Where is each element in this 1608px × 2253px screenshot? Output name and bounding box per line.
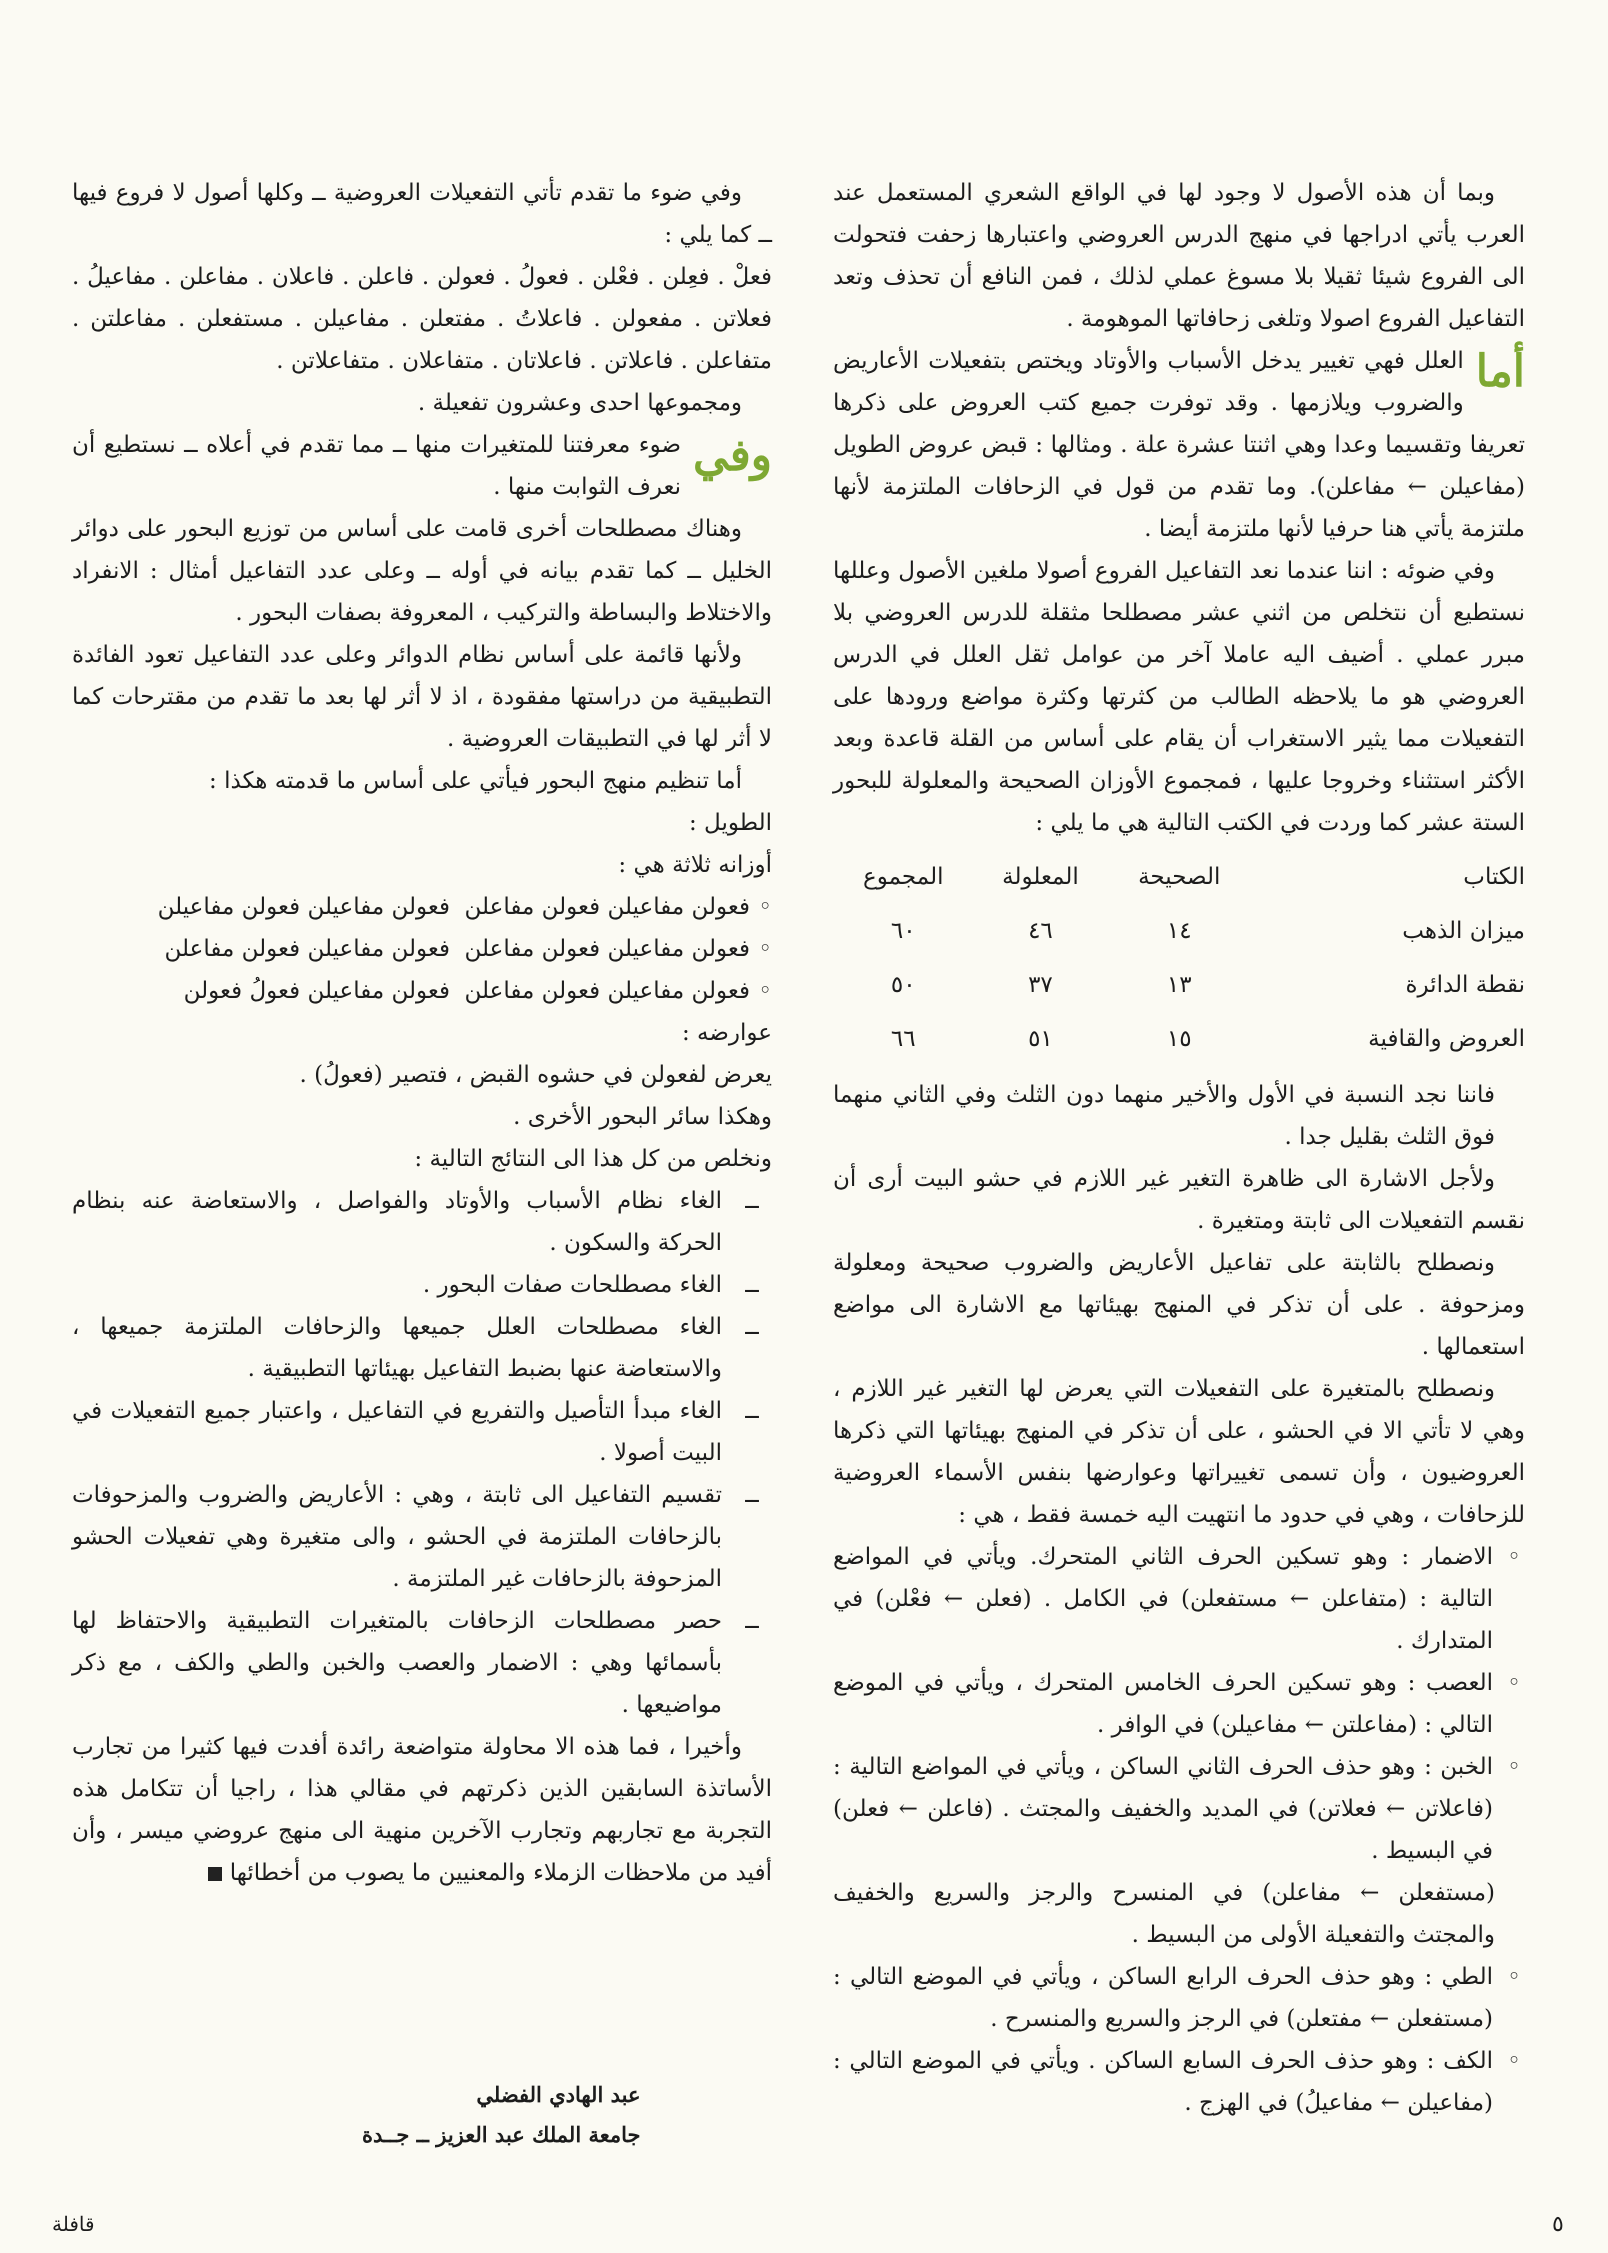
paragraph-with-initial (833, 340, 1525, 550)
paragraph-with-initial (72, 424, 772, 508)
list-item-text: الكف : وهو حذف الحرف السابع الساكن . ويأتي في الموضع التالي : (مفاعيلن ← مفاعيلُ) في الهزج . (833, 2048, 1493, 2116)
list-item (833, 1746, 1525, 1872)
table-header-row (833, 850, 1525, 904)
bullet-icon: ◦ (758, 936, 772, 962)
signature (362, 2075, 641, 2155)
table-row (833, 958, 1525, 1012)
paragraph: ولأنها قائمة على أساس نظام الدوائر وعلى عدد التفاعيل تعود الفائدة التطبيقية من دراستها مفقودة ، اذ لا أثر لها بعد ما تقدم من مقترحات كما لا أثر لها في التطبيقات العروضية . (72, 642, 772, 752)
author-affiliation: جامعة الملك عبد العزيز ــ جــدة (362, 2122, 641, 2147)
bullet-icon: ◦ (758, 978, 772, 1004)
bullet-icon: ◦ (1507, 2048, 1521, 2074)
hemistich-second: فعولن مفاعيلن فعولن مفاعلن (164, 936, 450, 962)
meter-forms-label: أوزانه ثلاثة هي : (618, 852, 772, 878)
table-row (833, 904, 1525, 958)
list-item (833, 1956, 1525, 2040)
paragraph: ولأجل الاشارة الى ظاهرة التغير غير اللازم في حشو البيت أرى أن نقسم التفعيلات الى ثابتة ومتغيرة . (833, 1166, 1525, 1234)
paragraph: ونصطلح بالثابتة على تفاعيل الأعاريض والضروب صحيحة ومعلولة ومزحوفة . على أن تذكر في المنهج بهيئاتها مع الاشارة الى مواضع استعمالها . (833, 1250, 1525, 1360)
list-item-text: الخبن : وهو حذف الحرف الثاني الساكن ، ويأتي في المواضع التالية : (فاعلاتن ← فعلاتن) في المديد والخفيف والمجتث . (فاعلن ← فعلن) في البسيط . (833, 1754, 1493, 1864)
list-item-text: حصر مصطلحات الزحافات بالمتغيرات التطبيقية والاحتفاظ لها بأسمائها وهي : الاضمار والعصب والخبن والطي والكف ، مع ذكر مواضيعها . (72, 1608, 722, 1718)
bullet-icon: ◦ (1507, 1670, 1521, 1696)
table-cell: ميزان الذهب (1402, 918, 1525, 944)
dash-icon: ــ (745, 1482, 759, 1508)
table-cell: نقطة الدائرة (1405, 972, 1525, 998)
paragraph: وفي ضوئه : اننا عندما نعد التفاعيل الفروع أصولا ملغين الأصول وعللها نستطيع أن نتخلص من اثني عشر مصطلحا مثقلة للدرس العروضي بلا مبرر عملي . أضيف اليه عاملا آخر من عوامل ثقل العلل في الدرس العروضي هو ما يلاحظه الطالب من كثرتها وكثرة مواضع ورودها على التفعيلات مما يثير الاستغراب أن يقام على أساس من القلة قاعدة وبعد الأكثر استثناء وخروجا عليها ، فمجموع الأوزان الصحيحة والمعلولة للبحور الستة عشر كما وردت في الكتب التالية هي ما يلي : (833, 558, 1525, 836)
list-item (72, 1474, 772, 1600)
paragraph: فاننا نجد النسبة في الأول والأخير منهما دون الثلث وفي الثاني منهما فوق الثلث بقليل جدا . (833, 1082, 1495, 1150)
table-cell: ٤٦ (1028, 918, 1053, 944)
page-number: ٥ (1552, 2212, 1564, 2237)
table-row (833, 1012, 1525, 1066)
paragraph: أما تنظيم منهج البحور فيأتي على أساس ما قدمته هكذا : (209, 768, 742, 794)
paragraph: ومجموعها احدى وعشرون تفعيلة . (417, 390, 742, 416)
column-header: المعلولة (1002, 864, 1079, 890)
dash-icon: ــ (745, 1398, 759, 1424)
table-cell: ٣٧ (1028, 972, 1053, 998)
awarid-title: عوارضه : (681, 1020, 772, 1046)
dash-icon: ــ (745, 1272, 759, 1298)
dash-icon: ــ (745, 1608, 759, 1634)
table-cell: ٥٠ (890, 972, 916, 998)
verse-line (72, 970, 772, 1012)
bullet-icon: ◦ (1507, 1964, 1521, 1990)
hemistich-first: فعولن مفاعيلن فعولن مفاعلن (464, 936, 750, 962)
list-item (72, 1390, 772, 1474)
list-item (72, 1600, 772, 1726)
table-cell: ٦٠ (890, 918, 916, 944)
tafeelat-list: فعلْ . فعِلن . فعْلن . فعولُ . فعولن . فاعلن . فاعلان . مفاعلن . مفاعيلُ . فعلاتن . مفعولن . فاعلاتُ . مفتعلن . مفاعيلن . مستفعلن . مفاعلتن . متفاعلن . فاعلاتن . فاعلاتان . متفاعلان . متفاعلاتن . (72, 264, 772, 374)
table-cell: ١٥ (1166, 1026, 1192, 1052)
table-cell: ٥١ (1028, 1026, 1053, 1052)
verse-line (72, 886, 772, 928)
magazine-name: قافلة (52, 2212, 95, 2236)
hemistich-first: فعولن مفاعيلن فعولن مفاعلن (464, 978, 750, 1004)
dash-icon: ــ (745, 1314, 759, 1340)
list-item-text: الاضمار : وهو تسكين الحرف الثاني المتحرك. ويأتي في المواضع التالية : (متفاعلن ← مستفعلن) في الكامل . (فعلن ← فعْلن) في المتدارك . (833, 1544, 1493, 1654)
list-item (833, 1536, 1525, 1662)
paragraph: وبما أن هذه الأصول لا وجود لها في الواقع الشعري المستعمل عند العرب يأتي ادراجها في منهج الدرس العروضي واعتبارها زحفت فتحولت الى الفروع شيئا ثقيلا بلا مسوغ عملي لذلك ، فمن النافع أن تحذف وتعد التفاعيل الفروع اصولا وتلغى زحافاتها الموهومة . (833, 180, 1525, 332)
paragraph: يعرض لفعولن في حشوه القبض ، فتصير (فعولُ) . (299, 1062, 772, 1088)
meter-name: الطويل : (688, 810, 772, 836)
table-cell: ١٣ (1166, 972, 1192, 998)
table-cell: ١٤ (1166, 918, 1192, 944)
list-item-continuation: (مستفعلن ← مفاعلن) في المنسرح والرجز والسريع والخفيف والمجتث والتفعيلة الأولى من البسيط . (833, 1880, 1495, 1948)
right-column (833, 172, 1525, 2124)
list-item (833, 2040, 1525, 2124)
paragraph: ونصطلح بالمتغيرة على التفعيلات التي يعرض لها التغير غير اللازم ، وهي لا تأتي الا في الحشو ، على أن تذكر في المنهج بهيئاتها التي ذكرها العروضيون ، وأن تسمى تغييراتها وعوارضها بنفس الأسماء العروضية للزحافات ، وهي في حدود ما انتهيت اليه خمسة فقط ، هي : (833, 1376, 1525, 1528)
table-cell: العروض والقافية (1368, 1026, 1525, 1052)
paragraph-text: العلل فهي تغيير يدخل الأسباب والأوتاد ويختص بتفعيلات الأعاريض والضروب ويلازمها . وقد توفرت جميع كتب العروض على ذكرها تعريفا وتقسيما وعدا وهي اثنتا عشرة علة . ومثالها : قبض عروض الطويل (مفاعيلن ← مفاعلن). وما تقدم من قول في الزحافات الملتزمة لأنها ملتزمة يأتي هنا حرفيا لأنها ملتزمة أيضا . (833, 348, 1525, 542)
bullet-icon: ◦ (1507, 1754, 1521, 1780)
books-table (833, 850, 1525, 1066)
hemistich-second: فعولن مفاعيلن فعولن مفاعيلن (157, 894, 450, 920)
closing-paragraph (72, 1726, 772, 1894)
bullet-icon: ◦ (758, 894, 772, 920)
list-item (72, 1264, 772, 1306)
hemistich-second: فعولن مفاعيلن فعولُ فعولن (183, 978, 450, 1004)
list-item-text: تقسيم التفاعيل الى ثابتة ، وهي : الأعاريض والضروب والمزحوفات بالزحافات الملتزمة في الحشو ، والى متغيرة وهي تفعيلات الحشو المزحوفة بالزحافات غير الملتزمة . (72, 1482, 722, 1592)
list-item-text: الغاء مصطلحات العلل جميعها والزحافات الملتزمة جميعها ، والاستعاضة عنها بضبط التفاعيل بهيئاتها التطبيقية . (72, 1314, 722, 1382)
left-column (72, 172, 772, 1894)
dash-icon: ــ (745, 1188, 759, 1214)
list-item (72, 1180, 772, 1264)
verse-line (72, 928, 772, 970)
list-item-text: الغاء نظام الأسباب والأوتاد والفواصل ، والاستعاضة عنه بنظام الحركة والسكون . (72, 1188, 722, 1256)
paragraph: وهناك مصطلحات أخرى قامت على أساس من توزيع البحور على دوائر الخليل ــ كما تقدم بيانه في أوله ــ وعلى عدد التفاعيل أمثال : الانفراد والاختلاط والبساطة والتركيب ، المعروفة بصفات البحور . (72, 516, 772, 626)
list-item-text: العصب : وهو تسكين الحرف الخامس المتحرك ، ويأتي في الموضع التالي : (مفاعلتن ← مفاعيلن) في الوافر . (833, 1670, 1493, 1738)
author-name: عبد الهادي الفضلي (476, 2082, 641, 2107)
bullet-icon: ◦ (1507, 1544, 1521, 1570)
list-item-text: الغاء مصطلحات صفات البحور . (422, 1272, 722, 1298)
paragraph: وفي ضوء ما تقدم تأتي التفعيلات العروضية ــ وكلها أصول لا فروع فيها ــ كما يلي : (72, 180, 772, 248)
list-item (72, 1306, 772, 1390)
paragraph: وهكذا سائر البحور الأخرى . (513, 1104, 772, 1130)
decorative-initial: وفي (693, 430, 772, 481)
paragraph: ونخلص من كل هذا الى النتائج التالية : (414, 1146, 772, 1172)
column-header: الصحيحة (1138, 864, 1221, 890)
column-header: المجموع (863, 864, 944, 890)
list-item (833, 1662, 1525, 1746)
table-cell: ٦٦ (890, 1026, 916, 1052)
end-mark-icon (208, 1867, 222, 1881)
column-header: الكتاب (1463, 864, 1525, 890)
paragraph-text: ضوء معرفتنا للمتغيرات منها ــ مما تقدم في أعلاه ــ نستطيع أن نعرف الثوابت منها . (72, 432, 682, 500)
list-item-text: الطي : وهو حذف الحرف الرابع الساكن ، ويأتي في الموضع التالي : (مستفعلن ← مفتعلن) في الرجز والسريع والمنسرح . (833, 1964, 1493, 2032)
hemistich-first: فعولن مفاعيلن فعولن مفاعلن (464, 894, 750, 920)
paragraph-text: وأخيرا ، فما هذه الا محاولة متواضعة رائدة أفدت فيها كثيرا من تجارب الأساتذة السابقين الذين ذكرتهم في مقالي هذا ، راجيا أن تتكامل هذه التجربة مع تجاربهم وتجارب الآخرين منهية الى منهج عروضي ميسر ، وأن أفيد من ملاحظات الزملاء والمعنيين ما يصوب من أخطائها (72, 1734, 772, 1886)
decorative-initial: أما (1475, 346, 1525, 397)
list-item-text: الغاء مبدأ التأصيل والتفريع في التفاعيل ، واعتبار جميع التفعيلات في البيت أصولا . (72, 1398, 722, 1466)
